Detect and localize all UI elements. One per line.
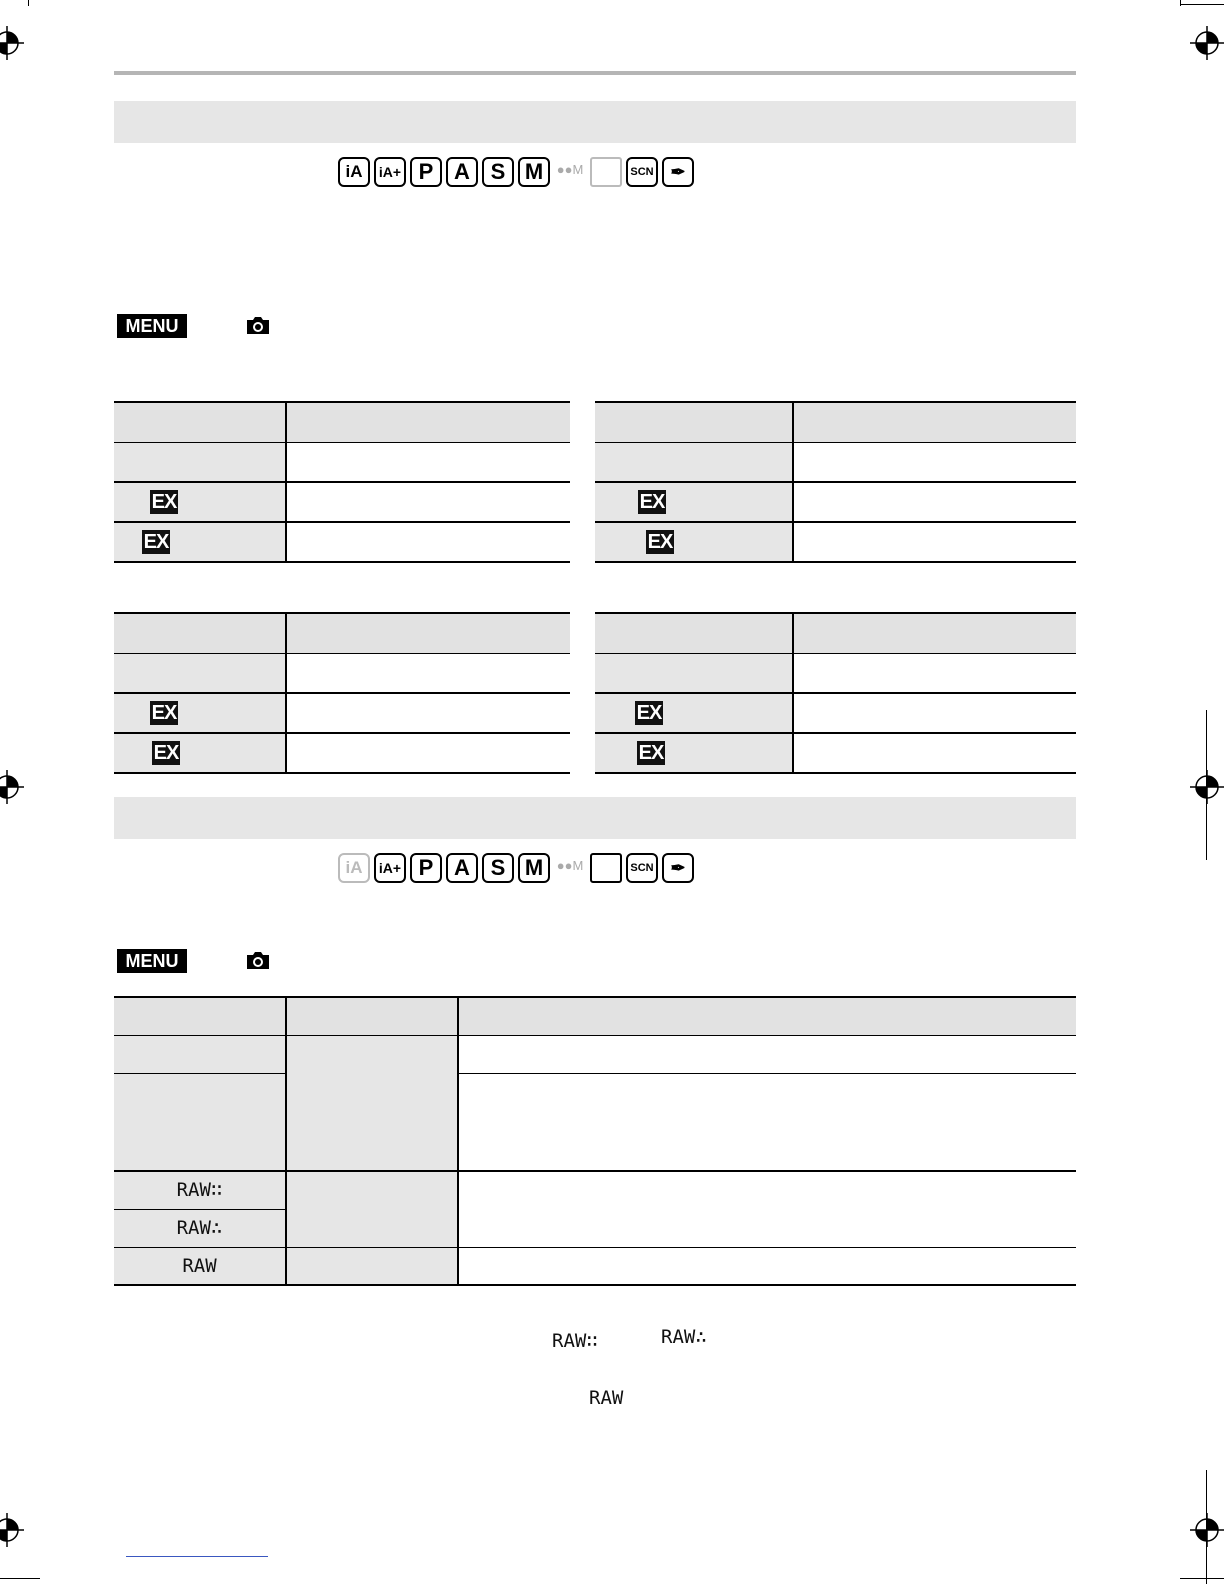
- size-table-left-top: [114, 401, 570, 563]
- mode-scene-icon: SCN: [626, 853, 658, 883]
- mode-s-icon: S: [482, 853, 514, 883]
- registration-mark-icon: [0, 1513, 24, 1547]
- raw-icon: RAW: [182, 1254, 217, 1277]
- mode-m-icon: M: [518, 853, 550, 883]
- registration-mark-icon: [1190, 1513, 1224, 1547]
- extended-zoom-icon: EX: [151, 702, 177, 724]
- header-rule: [114, 71, 1076, 75]
- section-heading-band: [114, 101, 1076, 143]
- raw-standard-icon: RAW∴: [661, 1326, 707, 1348]
- camera-icon: [245, 315, 271, 335]
- extended-zoom-icon: EX: [639, 491, 665, 513]
- applicable-modes: [338, 156, 694, 188]
- size-table-left-bottom: [114, 612, 570, 774]
- mode-ia-plus-icon: iA+: [374, 853, 406, 883]
- extended-zoom-icon: EX: [151, 491, 177, 513]
- section-heading-band: [114, 797, 1076, 839]
- mode-creative-video-icon: ●●M: [554, 853, 586, 883]
- mode-creative-control-icon: ✒: [662, 853, 694, 883]
- mode-creative-video-icon: ●●M: [554, 157, 586, 187]
- registration-mark-icon: [1190, 26, 1224, 60]
- extended-zoom-icon: EX: [636, 702, 662, 724]
- footer-link-underline[interactable]: [126, 1556, 268, 1557]
- crop-mark: [0, 1578, 40, 1579]
- crop-mark: [1180, 0, 1181, 6]
- registration-mark-icon: [0, 26, 24, 60]
- raw-icon: RAW: [589, 1387, 624, 1409]
- quality-table: [114, 996, 1076, 1286]
- mode-ia-icon: iA: [338, 157, 370, 187]
- mode-panorama-icon: [590, 853, 622, 883]
- menu-badge: MENU: [117, 949, 187, 973]
- mode-p-icon: P: [410, 853, 442, 883]
- mode-ia-plus-icon: iA+: [374, 157, 406, 187]
- crop-mark: [1206, 710, 1207, 860]
- crop-mark: [28, 0, 29, 6]
- registration-mark-icon: [0, 770, 24, 804]
- mode-a-icon: A: [446, 853, 478, 883]
- camera-icon: [245, 950, 271, 970]
- menu-badge: MENU: [117, 314, 187, 338]
- raw-fine-icon: RAW∷: [552, 1330, 598, 1352]
- extended-zoom-icon: EX: [143, 531, 169, 553]
- mode-p-icon: P: [410, 157, 442, 187]
- extended-zoom-icon: EX: [638, 742, 664, 764]
- applicable-modes: [338, 852, 694, 884]
- mode-ia-icon: iA: [338, 853, 370, 883]
- raw-fine-icon: RAW∷: [176, 1179, 223, 1202]
- mode-scene-icon: SCN: [626, 157, 658, 187]
- mode-a-icon: A: [446, 157, 478, 187]
- mode-creative-control-icon: ✒: [662, 157, 694, 187]
- registration-mark-icon: [1190, 770, 1224, 804]
- mode-panorama-icon: [590, 157, 622, 187]
- extended-zoom-icon: EX: [153, 742, 179, 764]
- raw-standard-icon: RAW∴: [176, 1217, 223, 1239]
- size-table-right-bottom: [595, 612, 1076, 774]
- crop-mark: [1180, 4, 1224, 5]
- size-table-right-top: [595, 401, 1076, 563]
- crop-mark: [1206, 1470, 1207, 1584]
- mode-m-icon: M: [518, 157, 550, 187]
- crop-mark: [1180, 1578, 1224, 1579]
- extended-zoom-icon: EX: [647, 531, 673, 553]
- mode-s-icon: S: [482, 157, 514, 187]
